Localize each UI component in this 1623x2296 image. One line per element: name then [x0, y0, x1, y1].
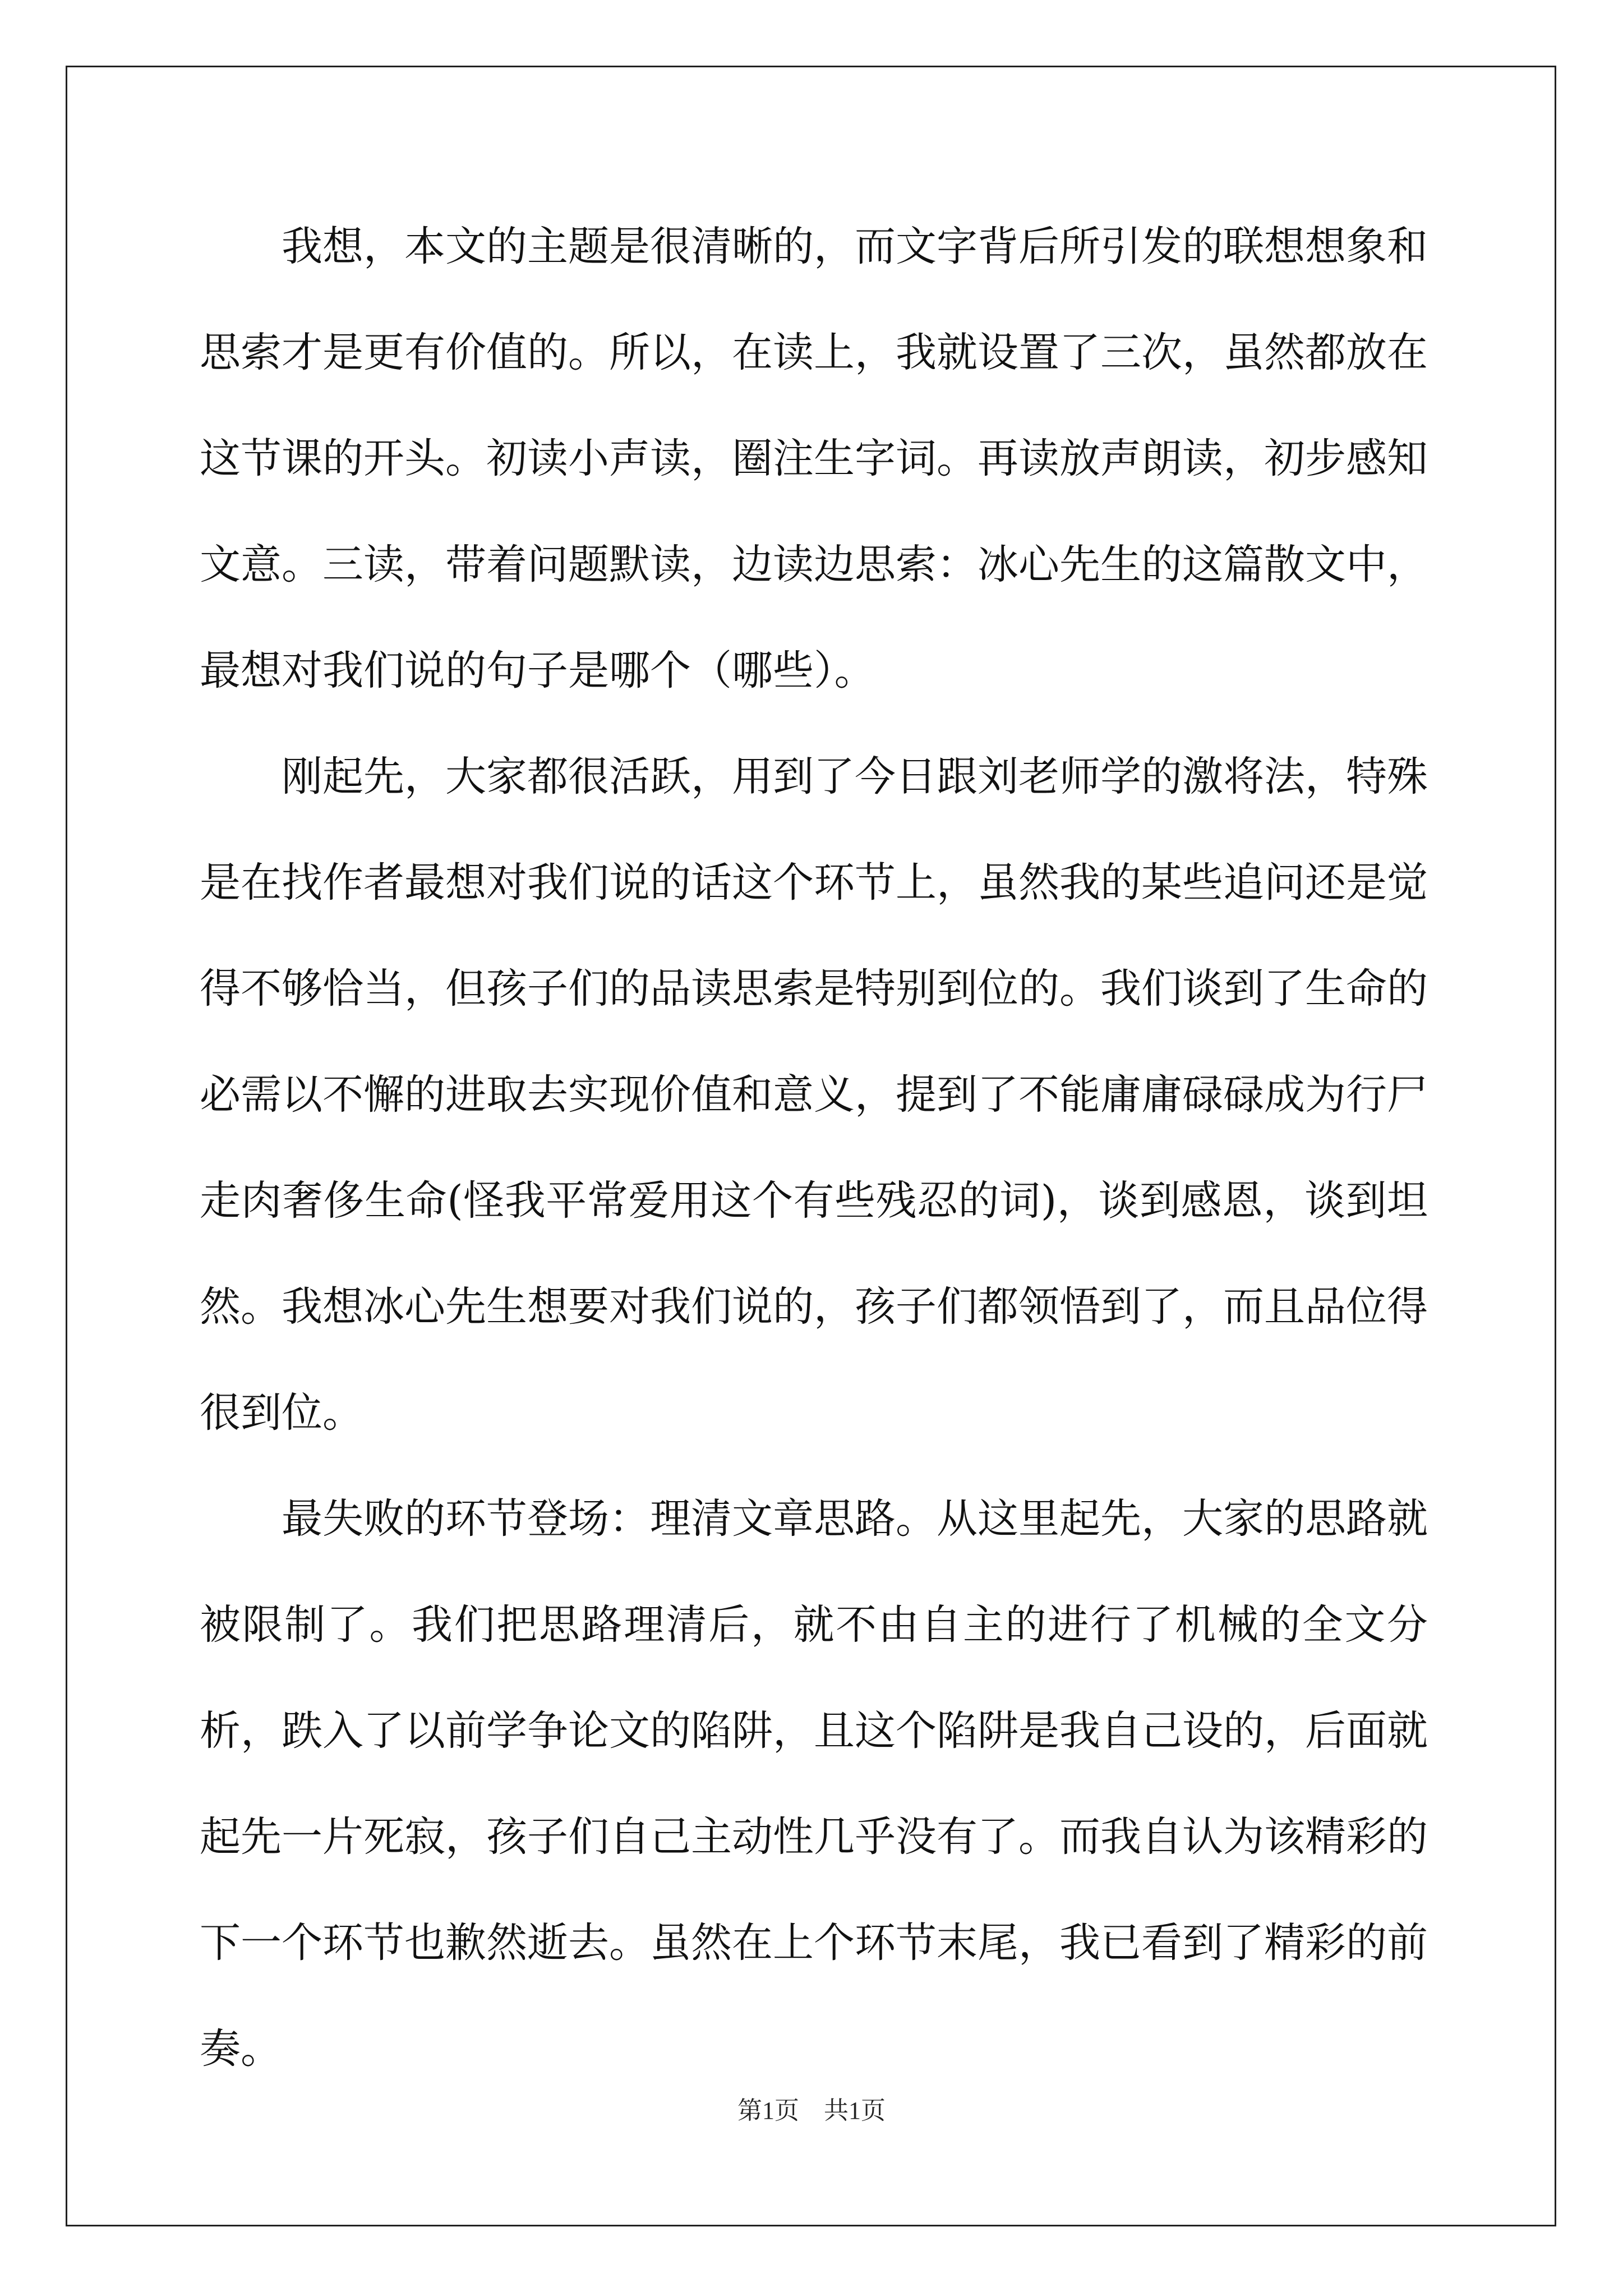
paragraph-2: 刚起先，大家都很活跃，用到了今日跟刘老师学的激将法，特殊是在找作者最想对我们说的话这个环节上，虽然我的某些追问还是觉得不够恰当，但孩子们的品读思索是特别到位的。我们谈到了生命的必需以不懈的进取去实现价值和意义，提到了不能庸庸碌碌成为行尸走肉奢侈生命(怪我平常爱用这个有些残忍的词)，谈到感恩，谈到坦然。我想冰心先生想要对我们说的，孩子们都领悟到了，而且品位得很到位。 [200, 753, 1428, 1437]
paragraph-1: 我想，本文的主题是很清晰的，而文字背后所引发的联想想象和思索才是更有价值的。所以，在读上，我就设置了三次，虽然都放在这节课的开头。初读小声读，圈注生字词。再读放声朗读，初步感知文意。三读，带着问题默读，边读边思索：冰心先生的这篇散文中，最想对我们说的句子是哪个（哪些）。 [200, 223, 1428, 694]
document-body [200, 194, 1428, 2102]
page-footer: 第1页 共1页 [737, 2097, 886, 2124]
paragraph-3: 最失败的环节登场：理清文章思路。从这里起先，大家的思路就被限制了。我们把思路理清后，就不由自主的进行了机械的全文分析，跌入了以前学争论文的陷阱，且这个陷阱是我自己设的，后面就起先一片死寂，孩子们自己主动性几乎没有了。而我自认为该精彩的下一个环节也歉然逝去。虽然在上个环节末尾，我已看到了精彩的前奏。 [200, 1495, 1428, 2073]
